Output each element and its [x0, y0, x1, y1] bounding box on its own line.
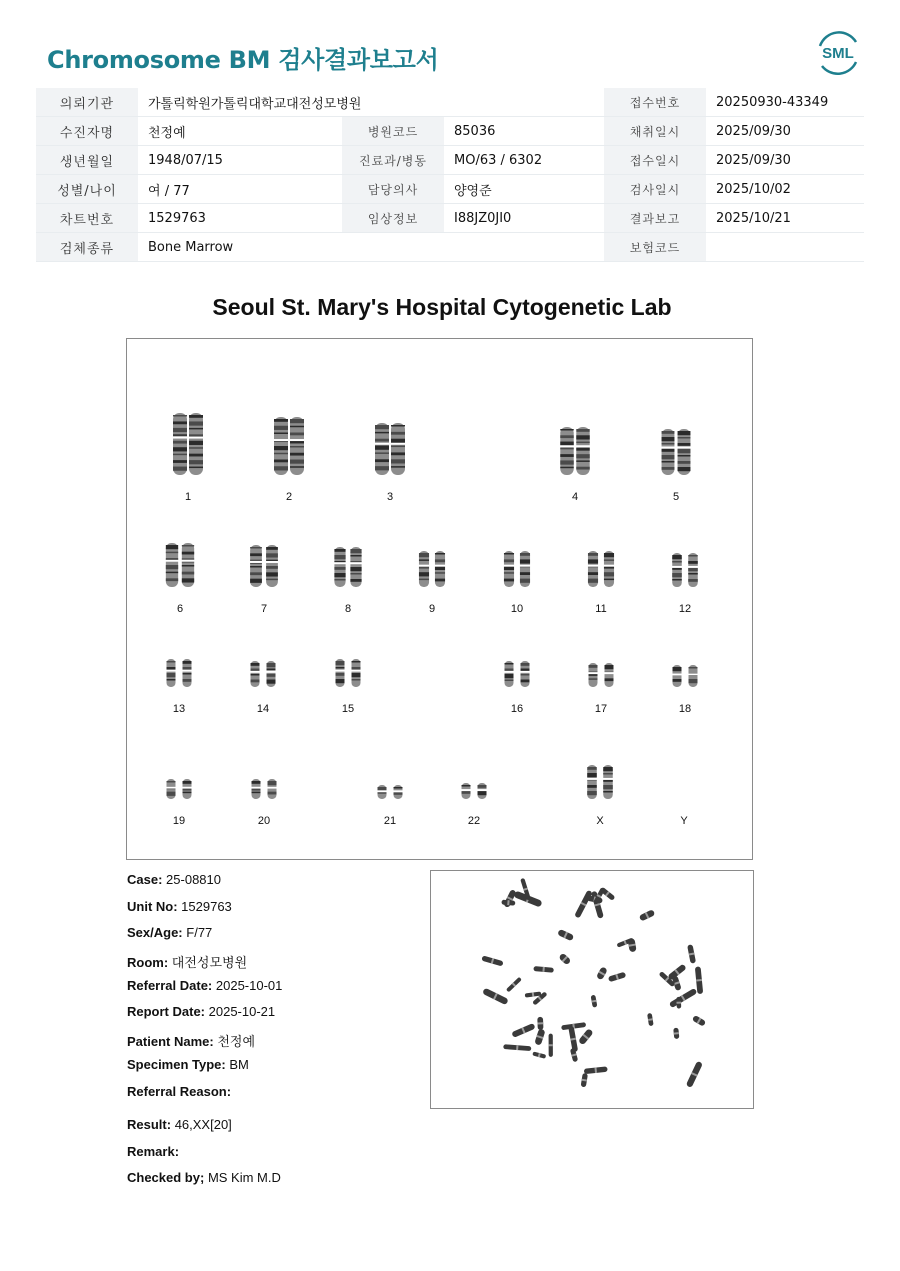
value-receipt-date: 2025/09/30	[706, 146, 864, 175]
info-row-1	[36, 88, 864, 117]
chromosome-label-11: 11	[595, 603, 607, 615]
info-row-5	[36, 204, 864, 233]
label-patient-name: 수진자명	[36, 117, 138, 146]
metaphase-chromosome	[647, 1013, 654, 1026]
chromosome-pair-22	[461, 783, 487, 799]
chromosome-label-17: 17	[594, 703, 608, 715]
chromosome-label-8: 8	[344, 603, 352, 615]
metaphase-chromosome	[532, 1051, 546, 1058]
chromosome-pair-7	[250, 545, 279, 587]
chromosome-pair-5	[661, 429, 691, 475]
chromosome-pair-x	[587, 765, 614, 799]
metaphase-chromosome	[692, 1015, 706, 1027]
label-birth-date: 생년월일	[36, 146, 138, 175]
metaphase-chromosome	[639, 909, 656, 921]
metaphase-chromosome	[481, 955, 503, 966]
metaphase-chromosome	[557, 929, 574, 941]
info-row-3	[36, 146, 864, 175]
value-department: MO/63 / 6302	[444, 146, 604, 175]
detail-referral-reason: Referral Reason:	[127, 1084, 232, 1099]
chromosome-pair-10	[503, 551, 530, 587]
chromosome-label-21: 21	[383, 815, 397, 827]
chromosome-pair-19	[166, 779, 192, 799]
detail-referral-date: Referral Date: 2025-10-01	[127, 978, 283, 993]
logo-text: SML	[822, 45, 854, 62]
value-chart-no: 1529763	[138, 204, 342, 233]
metaphase-chromosome	[686, 1061, 703, 1088]
karyogram-image	[127, 339, 752, 859]
chromosome-pair-12	[672, 553, 699, 587]
chromosome-label-x: X	[596, 815, 604, 827]
label-institution: 의뢰기관	[36, 88, 138, 117]
metaphase-chromosome	[506, 977, 522, 993]
detail-report-date: Report Date: 2025-10-21	[127, 1004, 276, 1019]
karyogram-panel	[126, 338, 753, 860]
chromosome-pair-8	[334, 547, 362, 587]
chromosome-pair-11	[587, 551, 614, 587]
metaphase-chromosome	[581, 1073, 588, 1087]
metaphase-chromosome	[482, 988, 509, 1006]
result-value: 46,XX[20]	[174, 1117, 232, 1132]
metaphase-chromosome	[669, 988, 698, 1008]
chromosome-label-20: 20	[257, 815, 271, 827]
room-value: 대전성모병원	[171, 955, 248, 970]
detail-patient-name: Patient Name: 천정예	[127, 1034, 256, 1049]
detail-room: Room: 대전성모병원	[127, 955, 248, 970]
value-collection-date: 2025/09/30	[706, 117, 864, 146]
detail-unit-no: Unit No: 1529763	[127, 899, 232, 914]
metaphase-chromosome	[578, 1028, 594, 1045]
detail-sex-age: Sex/Age: F/77	[127, 925, 213, 940]
chromosome-pair-16	[504, 661, 530, 687]
chromosome-pair-9	[418, 551, 445, 587]
chromosome-label-2: 2	[285, 491, 293, 503]
chromosome-pair-1	[173, 413, 204, 475]
detail-specimen-type: Specimen Type: BM	[127, 1057, 249, 1072]
label-specimen-type: 검체종류	[36, 233, 138, 262]
patient-name-value: 천정예	[217, 1034, 256, 1049]
sml-logo	[812, 28, 864, 78]
chromosome-pair-2	[274, 417, 305, 475]
chromosome-label-15: 15	[341, 703, 355, 715]
chromosome-pair-3	[375, 423, 406, 475]
value-institution: 가톨릭학원가톨릭대학교대전성모병원	[138, 88, 604, 117]
value-patient-name: 천정예	[138, 117, 342, 146]
metaphase-chromosome	[511, 1023, 535, 1038]
metaphase-chromosome	[676, 997, 681, 1009]
chromosome-label-9: 9	[428, 603, 436, 615]
label-department: 진료과/병동	[342, 146, 444, 175]
metaphase-chromosome	[574, 890, 593, 919]
chromosome-label-16: 16	[510, 703, 524, 715]
metaphase-chromosome	[537, 1017, 543, 1030]
label-test-date: 검사일시	[604, 175, 706, 204]
label-physician: 담당의사	[342, 175, 444, 204]
chromosome-label-19: 19	[172, 815, 186, 827]
detail-checked-by: Checked by; MS Kim M.D	[127, 1170, 281, 1185]
chromosome-label-18: 18	[678, 703, 692, 715]
value-hospital-code: 85036	[444, 117, 604, 146]
metaphase-chromosome	[534, 1028, 545, 1045]
info-row-4	[36, 175, 864, 204]
chromosome-label-14: 14	[256, 703, 270, 715]
report-date-value: 2025-10-21	[208, 1004, 276, 1019]
metaphase-chromosome	[501, 900, 515, 906]
lab-title: Seoul St. Mary's Hospital Cytogenetic Lab	[212, 294, 672, 320]
label-collection-date: 채취일시	[604, 117, 706, 146]
referral-date-value: 2025-10-01	[215, 978, 283, 993]
metaphase-chromosome	[673, 1028, 679, 1040]
value-physician: 양영준	[444, 175, 604, 204]
label-report-date: 결과보고	[604, 204, 706, 233]
label-insurance-code: 보험코드	[604, 233, 706, 262]
chromosome-label-1: 1	[184, 491, 192, 503]
unit-no-value: 1529763	[181, 899, 232, 914]
specimen-type-value: BM	[229, 1057, 249, 1072]
metaphase-chromosome	[568, 1026, 578, 1052]
metaphase-spread	[431, 871, 753, 1108]
label-clinical-info: 임상정보	[342, 204, 444, 233]
value-insurance-code	[706, 233, 864, 262]
label-chart-no: 차트번호	[36, 204, 138, 233]
value-clinical-info: I88JZ0JI0	[444, 204, 604, 233]
value-accession-no: 20250930-43349	[706, 88, 864, 117]
metaphase-chromosome	[584, 1066, 608, 1074]
metaphase-chromosome	[596, 966, 608, 980]
metaphase-chromosome	[608, 972, 626, 982]
chromosome-label-6: 6	[176, 603, 184, 615]
patient-info-table	[36, 88, 864, 262]
report-title: Chromosome BM 검사결과보고서	[47, 46, 439, 74]
chromosome-pair-20	[251, 779, 277, 799]
chromosome-pair-4	[560, 427, 590, 475]
chromosome-pair-18	[672, 665, 698, 687]
label-sex-age: 성별/나이	[36, 175, 138, 204]
metaphase-chromosome	[695, 966, 703, 994]
chromosome-pair-21	[377, 785, 403, 799]
chromosome-label-4: 4	[571, 491, 579, 503]
chromosome-label-22: 22	[467, 815, 481, 827]
chromosome-pair-6	[165, 543, 194, 587]
chromosome-label-5: 5	[672, 491, 680, 503]
chromosome-label-7: 7	[260, 603, 268, 615]
chromosome-pair-14	[250, 661, 276, 687]
info-row-2	[36, 117, 864, 146]
info-row-6	[36, 233, 864, 262]
metaphase-chromosome	[687, 944, 696, 963]
chromosome-pair-15	[335, 659, 361, 687]
value-birth-date: 1948/07/15	[138, 146, 342, 175]
chromosome-pair-17	[588, 663, 614, 687]
value-test-date: 2025/10/02	[706, 175, 864, 204]
case-value: 25-08810	[166, 872, 221, 887]
sex-age-value: F/77	[186, 925, 213, 940]
chromosome-label-10: 10	[510, 603, 524, 615]
chromosome-pair-13	[166, 659, 192, 687]
metaphase-chromosome	[533, 966, 554, 973]
chromosome-label-13: 13	[172, 703, 186, 715]
detail-remark: Remark:	[127, 1144, 180, 1159]
metaphase-chromosome	[558, 953, 571, 966]
metaphase-chromosome	[549, 1034, 553, 1057]
label-hospital-code: 병원코드	[342, 117, 444, 146]
label-receipt-date: 접수일시	[604, 146, 706, 175]
chromosome-label-3: 3	[386, 491, 394, 503]
detail-result: Result: 46,XX[20]	[127, 1117, 232, 1132]
value-report-date: 2025/10/21	[706, 204, 864, 233]
chromosome-label-y: Y	[680, 815, 688, 827]
chromosome-label-12: 12	[678, 603, 692, 615]
metaphase-chromosome	[503, 1044, 531, 1051]
metaphase-chromosome	[591, 995, 598, 1008]
detail-case: Case: 25-08810	[127, 872, 221, 887]
label-accession-no: 접수번호	[604, 88, 706, 117]
checked-by-value: MS Kim M.D	[207, 1170, 281, 1185]
value-specimen-type: Bone Marrow	[138, 233, 604, 262]
metaphase-image	[430, 870, 754, 1109]
value-sex-age: 여 / 77	[138, 175, 342, 204]
